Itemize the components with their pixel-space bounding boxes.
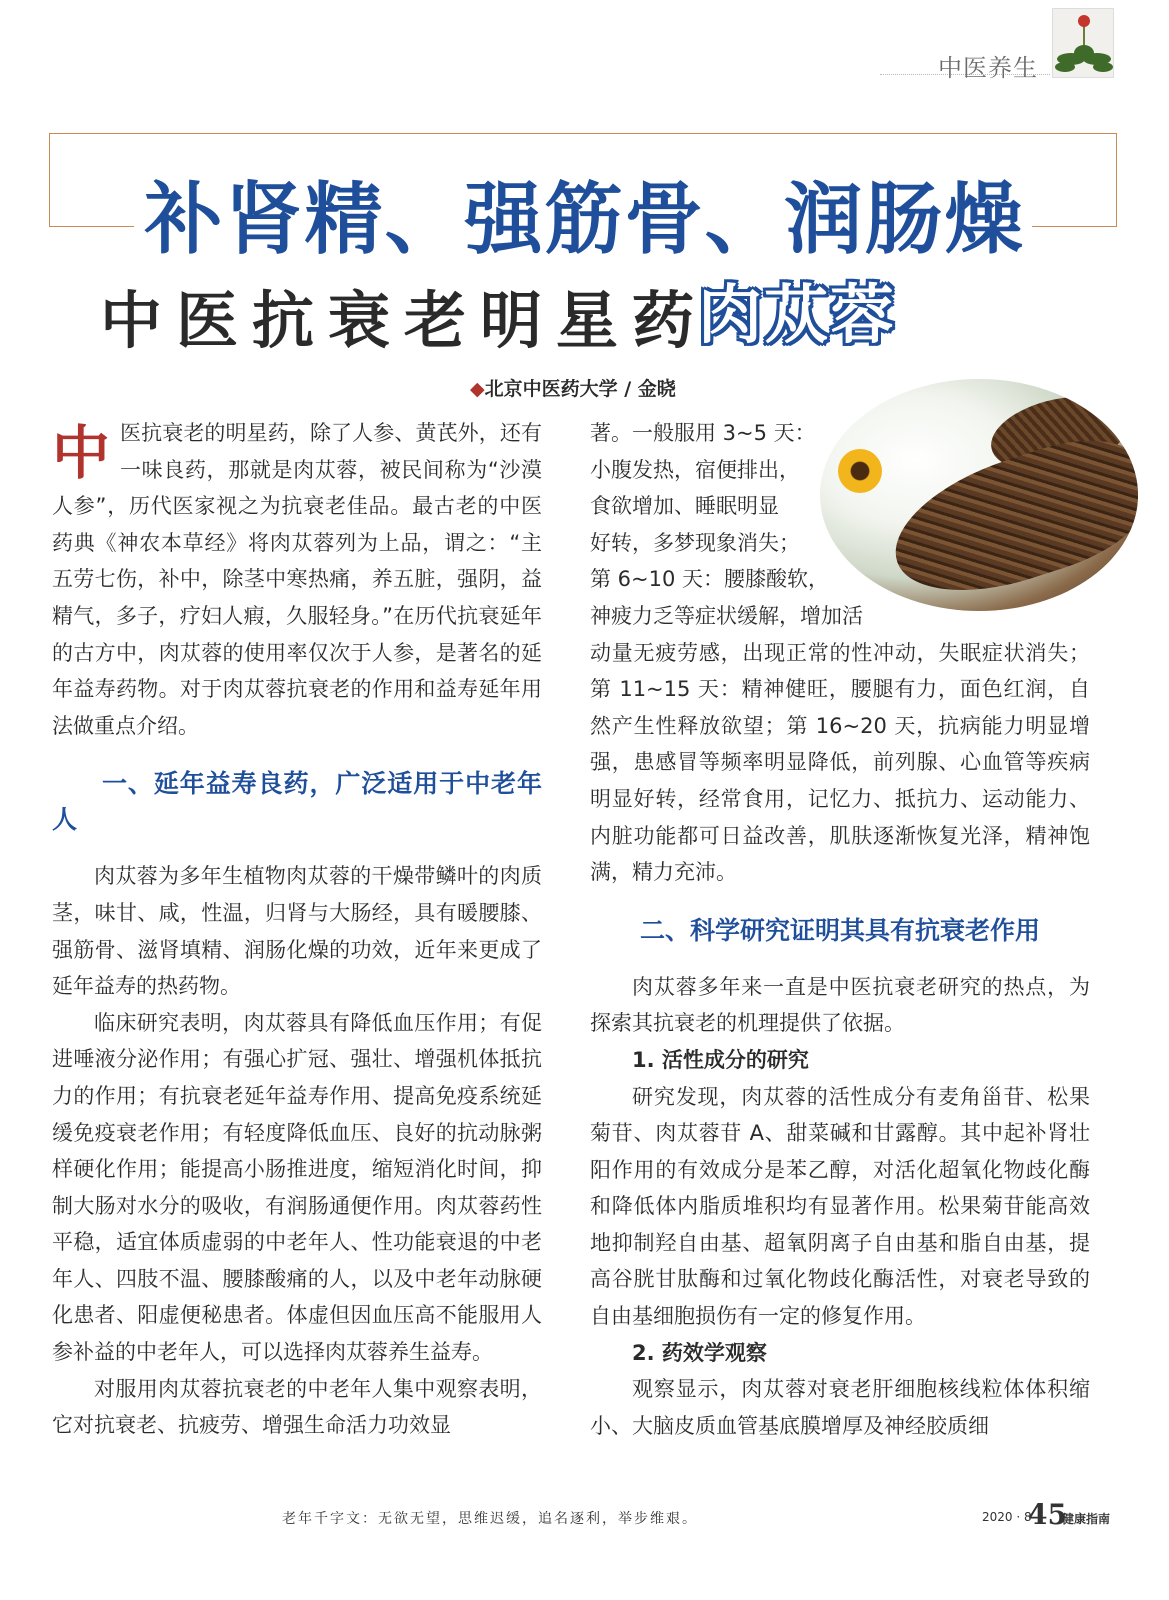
dropcap: 中 <box>52 419 111 487</box>
byline <box>470 374 676 401</box>
sub-title-highlight: 肉苁蓉 <box>698 279 896 353</box>
paragraph: 观察显示，肉苁蓉对衰老肝细胞核线粒体体积缩小、大脑皮质血管基底膜增厚及神经胶质细 <box>590 1377 1090 1438</box>
section-heading-1: 一、延年益寿良药，广泛适用于中老年人 <box>52 769 542 835</box>
main-title: 补肾精、强筋骨、润肠燥 <box>144 175 1025 265</box>
paragraph: 动量无疲劳感，出现正常的性冲动，失眠症状消失；第 11~15 天：精神健旺，腰腿有力，面色红润，自然产生性释放欲望；第 16~20 天，抗病能力明显增强，患感冒等频率明显降低，前列腺、心血管等疾病明显好转，经常食用，记忆力、抵抗力、运动能力、内脏功能都可日益改善，肌肤逐渐恢复光泽，精神饱满，精力充沛。 <box>590 640 1090 885</box>
magazine-name: 健康指南 <box>1062 1512 1111 1526</box>
subheading: 2. 药效学观察 <box>632 1340 767 1365</box>
left-column <box>52 415 542 1444</box>
continued-line: 第 6~10 天：腰膝酸软， <box>590 567 830 592</box>
byline-text: 北京中医药大学 / 金晓 <box>484 378 676 400</box>
continued-line: 好转，多梦现象消失； <box>590 530 800 555</box>
paragraph: 研究发现，肉苁蓉的活性成分有麦角甾苷、松果菊苷、肉苁蓉苷 A、甜菜碱和甘露醇。其中起补肾壮阳作用的有效成分是苯乙醇，对活化超氧化物歧化酶和降低体内脂质堆积均有显著作用。松果菊苷能高效地抑制羟自由基、超氧阴离子自由基和脂自由基，提高谷胱甘肽酶和过氧化物歧化酶活性，对衰老导致的自由基细胞损伤有一定的修复作用。 <box>590 1084 1090 1329</box>
byline-marker: ◆ <box>470 378 485 400</box>
continued-line: 神疲力乏等症状缓解，增加活 <box>590 603 863 628</box>
paragraph: 对服用肉苁蓉抗衰老的中老年人集中观察表明，它对抗衰老、抗疲劳、增强生命活力功效显 <box>52 1376 542 1438</box>
paragraph: 肉苁蓉多年来一直是中医抗衰老研究的热点，为探索其抗衰老的机理提供了依据。 <box>590 974 1090 1036</box>
continued-line: 食欲增加、睡眠明显 <box>590 494 779 519</box>
issue-date: 2020 · 8 <box>982 1510 1032 1524</box>
continued-line: 著。一般服用 3~5 天： <box>590 421 816 445</box>
flower-icon <box>1052 8 1114 78</box>
continued-line: 小腹发热，宿便排出， <box>590 457 800 482</box>
sub-title: 中医抗衰老明星药 <box>100 284 709 357</box>
subheading: 1. 活性成分的研究 <box>632 1047 809 1072</box>
page-number: 45 <box>1028 1498 1067 1531</box>
intro-text: 医抗衰老的明星药，除了人参、黄芪外，还有一味良药，那就是肉苁蓉，被民间称为“沙漠人参”，历代医家视之为抗衰老佳品。最古老的中医药典《神农本草经》将肉苁蓉列为上品，谓之：“主五劳七伤，补中，除茎中寒热痛，养五脏，强阴，益精气，多子，疗妇人瘕，久服轻身。”在历代抗衰延年的古方中，肉苁蓉的使用率仅次于人参，是著名的延年益寿药物。对于肉苁蓉抗衰老的作用和益寿延年用法做重点介绍。 <box>52 421 542 738</box>
section-label: 中医养生 <box>938 54 1038 82</box>
footer-quote: 老年千字文：无欲无望，思维迟缓，追名逐利，举步维艰。 <box>282 1511 698 1527</box>
intro-paragraph <box>52 415 542 744</box>
section-heading-2: 二、科学研究证明其具有抗衰老作用 <box>640 915 1041 945</box>
right-column <box>590 415 1090 1444</box>
paragraph: 肉苁蓉为多年生植物肉苁蓉的干燥带鳞叶的肉质茎，味甘、咸，性温，归肾与大肠经，具有暖腰膝、强筋骨、滋肾填精、润肠化燥的功效，近年来更成了延年益寿的热药物。 <box>52 864 542 999</box>
paragraph: 临床研究表明，肉苁蓉具有降低血压作用；有促进唾液分泌作用；有强心扩冠、强壮、增强机体抵抗力的作用；有抗衰老延年益寿作用、提高免疫系统延缓免疫衰老作用；有轻度降低血压、良好的抗动脉粥样硬化作用；能提高小肠推进度，缩短消化时间，抑制大肠对水分的吸收，有润肠通便作用。肉苁蓉药性平稳，适宜体质虚弱的中老年人、性功能衰退的中老年人、四肢不温、腰膝酸痛的人，以及中老年动脉硬化患者、阳虚便秘患者。体虚但因血压高不能服用人参补益的中老年人，可以选择肉苁蓉养生益寿。 <box>52 1010 542 1365</box>
